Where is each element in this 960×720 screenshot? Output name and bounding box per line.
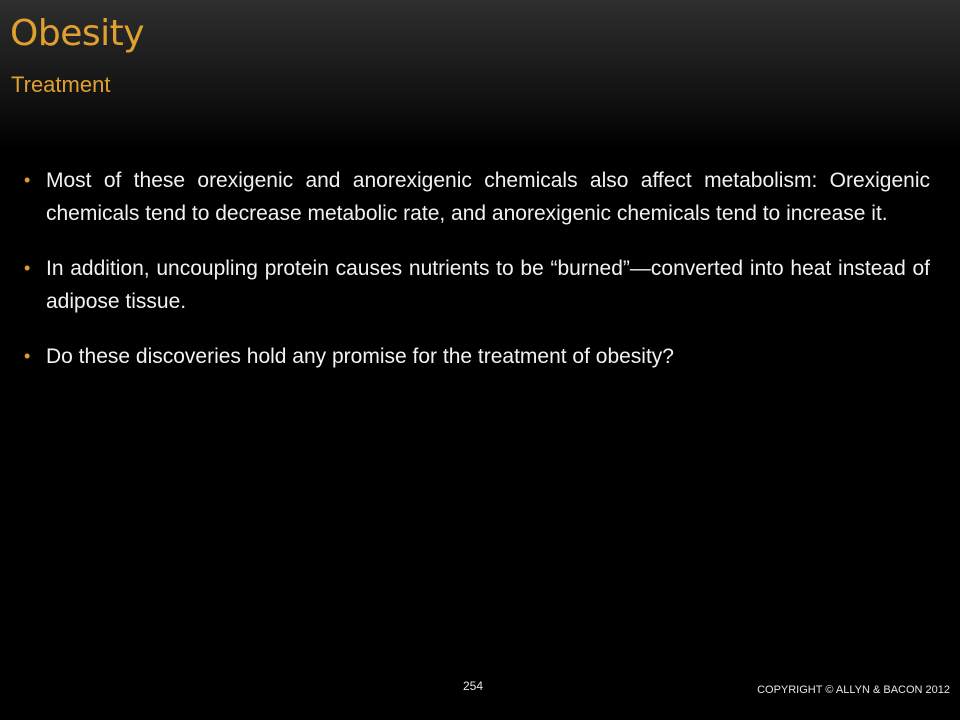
slide-subtitle: Treatment — [11, 72, 111, 97]
bullet-text: Do these discoveries hold any promise for the treatment of obesity? — [46, 345, 674, 368]
slide-title: Obesity — [10, 13, 145, 54]
bullet-icon: • — [24, 346, 31, 366]
bullet-text: In addition, uncoupling protein causes nutrients to be “burned”—converted into heat instead of adipose tissue. — [46, 257, 930, 313]
bullet-item — [0, 340, 960, 373]
page-number: 254 — [463, 679, 484, 693]
copyright-notice: COPYRIGHT © ALLYN & BACON 2012 — [757, 684, 950, 696]
bullet-item — [0, 252, 960, 318]
bullet-item — [0, 164, 960, 230]
bullet-icon: • — [24, 258, 31, 278]
bullet-icon: • — [24, 170, 31, 190]
bullet-text: Most of these orexigenic and anorexigenic chemicals also affect metabolism: Orexigenic chemicals tend to decrease metabolic rate, and anorexigenic chemicals tend to increase it. — [46, 169, 930, 225]
bullet-list — [0, 164, 960, 395]
